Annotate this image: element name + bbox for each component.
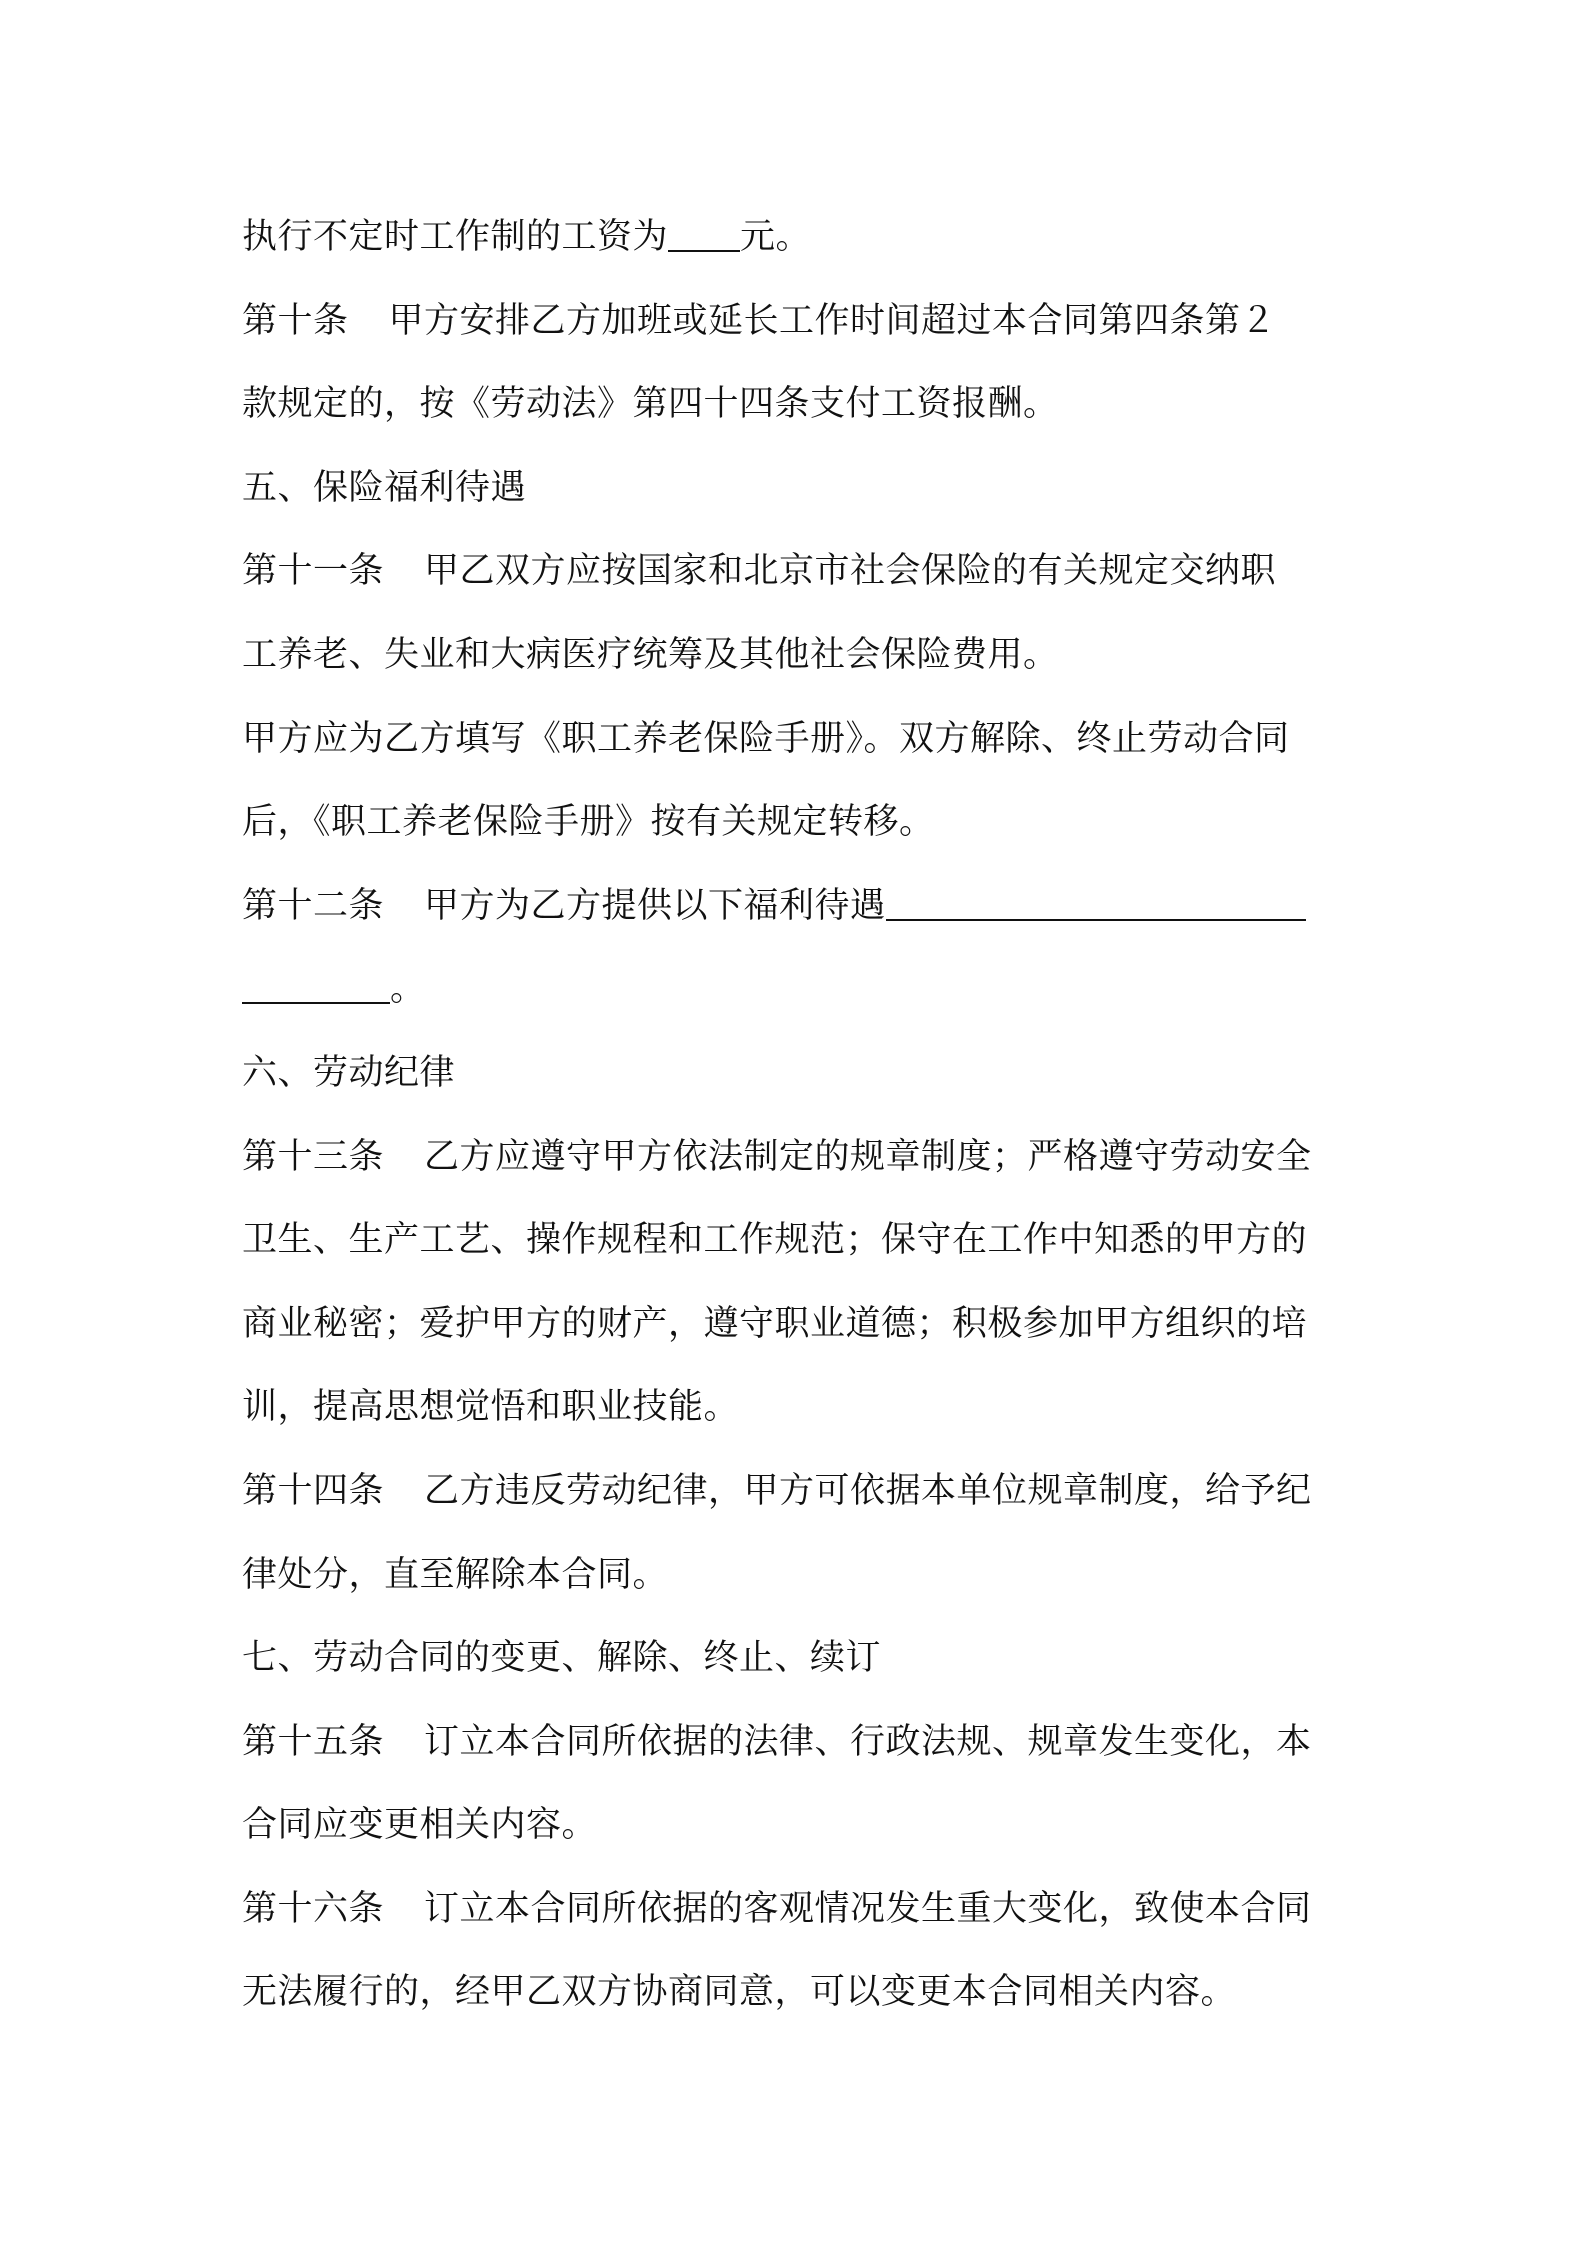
article-15 <box>242 1701 1362 1785</box>
text-line: 甲方应为乙方填写《职工养老保险手册》。双方解除、终止劳动合同 <box>242 718 1290 759</box>
fill-blank <box>886 879 1306 921</box>
text-line: 后，《职工养老保险手册》按有关规定转移。 <box>242 802 935 843</box>
fill-blank <box>668 210 740 252</box>
article-10 <box>242 280 1362 364</box>
article-12 <box>242 865 1362 949</box>
article-text: 订立本合同所依据的法律、行政法规、规章发生变化，本 <box>424 1721 1312 1762</box>
text-line: 无法履行的，经甲乙双方协商同意，可以变更本合同相关内容。 <box>242 1972 1237 2013</box>
article-16 <box>242 1868 1362 1952</box>
text-segment: 元。 <box>740 217 812 257</box>
text-line: 款规定的，按《劳动法》第四十四条支付工资报酬。 <box>242 384 1059 425</box>
article-label: 第十条 <box>242 300 349 341</box>
contract-page <box>242 196 1362 2035</box>
article-text: 乙方应遵守甲方依法制定的规章制度；严格遵守劳动安全 <box>424 1136 1312 1177</box>
section-heading: 五、保险福利待遇 <box>242 467 527 508</box>
text-segment: 执行不定时工作制的工资为 <box>242 217 669 257</box>
article-text: 甲乙双方应按国家和北京市社会保险的有关规定交纳职 <box>424 551 1277 592</box>
article-text: 乙方违反劳动纪律，甲方可依据本单位规章制度，给予纪 <box>424 1470 1312 1511</box>
section-heading: 七、劳动合同的变更、解除、终止、续订 <box>242 1638 882 1679</box>
article-text: 甲方为乙方提供以下福利待遇 <box>424 885 886 926</box>
text-line <box>242 948 1362 1032</box>
article-label: 第十三条 <box>242 1136 385 1177</box>
article-text: 甲方安排乙方加班或延长工作时间超过本合同第四条第２ <box>388 300 1277 341</box>
text-line: 训，提高思想觉悟和职业技能。 <box>242 1387 740 1428</box>
text-segment: 。 <box>390 969 426 1010</box>
text-line: 卫生、生产工艺、操作规程和工作规范；保守在工作中知悉的甲方的 <box>242 1220 1308 1261</box>
article-text: 订立本合同所依据的客观情况发生重大变化，致使本合同 <box>424 1888 1312 1929</box>
text-line <box>242 196 1362 280</box>
article-label: 第十二条 <box>242 885 385 926</box>
text-line: 商业秘密；爱护甲方的财产，遵守职业道德；积极参加甲方组织的培 <box>242 1303 1308 1344</box>
section-heading: 六、劳动纪律 <box>242 1052 456 1093</box>
article-label: 第十六条 <box>242 1888 385 1929</box>
text-line: 律处分，直至解除本合同。 <box>242 1554 669 1595</box>
article-14 <box>242 1450 1362 1534</box>
article-label: 第十一条 <box>242 551 385 592</box>
article-label: 第十五条 <box>242 1721 385 1762</box>
article-label: 第十四条 <box>242 1470 385 1511</box>
text-line: 工养老、失业和大病医疗统筹及其他社会保险费用。 <box>242 634 1059 675</box>
article-13 <box>242 1116 1362 1200</box>
fill-blank <box>242 962 390 1004</box>
text-line: 合同应变更相关内容。 <box>242 1805 598 1846</box>
article-11 <box>242 530 1362 614</box>
